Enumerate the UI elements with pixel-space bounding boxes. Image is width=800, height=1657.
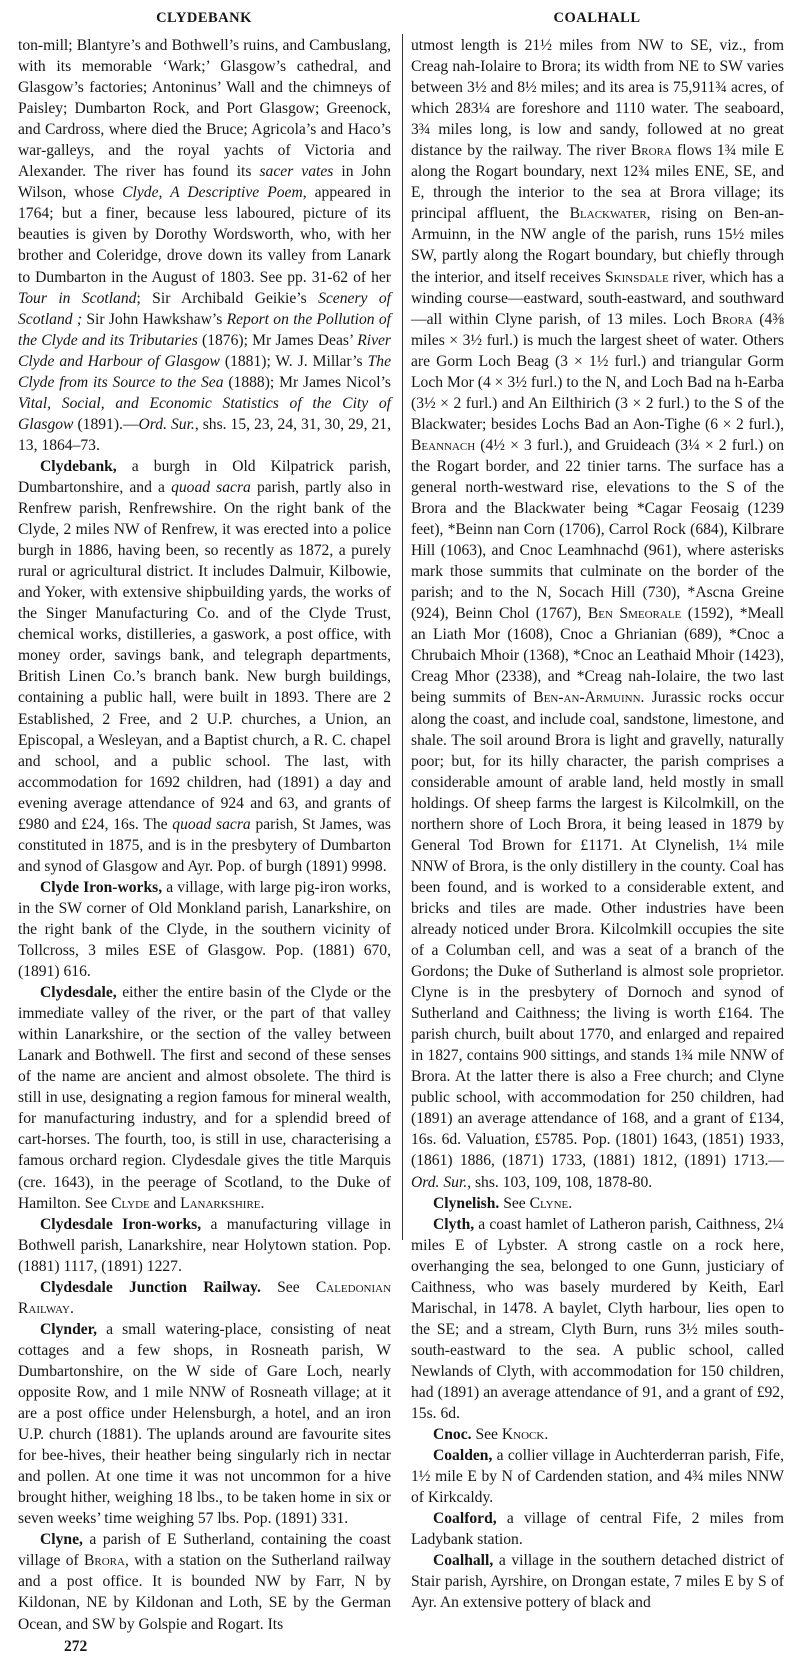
- entry-text: (1592), *Meall an Liath Mor (1608), Cnoc a Ghrianian (689), *Cnoc a Chrubaich Mhoir (1368), *Cnoc an Leathaid Mhoir (1423), Creag Mhor (2338), and *Creag nah-Iolaire, the two last being summits of: [411, 605, 784, 707]
- entry-text: , shs. 15, 23, 24, 31, 30, 29, 21, 13, 1864–73.: [18, 415, 391, 454]
- entry-text: , rising on Ben-an-Armuinn, in the NW angle of the parish, runs 15½ miles SW, partly along the Rogart boundary, but chiefly through the interior, and itself receives: [411, 205, 784, 286]
- entry-headword: Coalford,: [433, 1510, 497, 1528]
- entry-text: utmost length is 21½ miles from NW to SE, viz., from Creag nah-Iolaire to Brora; its width from NE to SW varies between 3½ and 8½ miles; and its area is 75,911¾ acres, of which 283¼ are foreshore and 1110 water. The seaboard, 3¾ miles long, is low and sandy, followed at no great distance by the railway. The river: [411, 37, 784, 160]
- entry-text: (1891).—: [73, 415, 139, 433]
- entry-text: , with a station on the Sutherland railway and a post office. It is bounded NW by Farr, N by Kildonan, NE by Kildonan and Loth, SE by the German Ocean, and SW by Golspie and Rogart. Its: [18, 1552, 391, 1633]
- gazetteer-entry: [18, 1277, 391, 1319]
- cross-reference: Brora: [711, 310, 753, 328]
- entry-headword: Clyth,: [433, 1215, 475, 1233]
- entry-text: ton-mill; Blantyre’s and Bothwell’s ruins, and Cambuslang, with its memorable ‘Wark;’ Glasgow’s cathedral, and Glasgow’s factories; Antoninus’ Wall and the chimneys of Paisley; Dumbarton Rock, and Port Glasgow; Greenock, and Cardross, where died the Bruce; Agricola’s and Haco’s war-galleys, and the royal yachts of Victoria and Alexander. The river has found its: [18, 37, 391, 181]
- left-column-text: [18, 35, 391, 1635]
- cross-reference: Brora: [630, 142, 672, 160]
- gazetteer-entry: [18, 982, 391, 1214]
- gazetteer-entry: [411, 1214, 784, 1424]
- entry-text: a village, with large pig-iron works, in the SW corner of Old Monkland parish, Lanarkshire, on the right bank of the Clyde, in the southern vicinity of Tollcross, 3 miles ESE of Glasgow. Pop. (1881) 670, (1891) 616.: [18, 878, 391, 981]
- entry-text: a village in the southern detached district of Stair parish, Ayrshire, on Drongan estate, 7 miles E by S of Ayr. An extensive pottery of black and: [411, 1552, 784, 1612]
- entry-text: flows 1¾ mile E along the Rogart boundary, next 12¾ miles ENE, SE, and E, through the interior to the sea at Brora village; its principal affluent, the: [411, 142, 785, 223]
- running-header-left: CLYDEBANK: [156, 10, 252, 26]
- entry-headword: Clynelish.: [433, 1194, 500, 1212]
- entry-headword: Clydesdale Iron-works,: [40, 1215, 202, 1233]
- gazetteer-entry: [18, 877, 391, 982]
- entry-text: parish, St James, was constituted in 1875, and is in the presbytery of Dumbarton and synod of Glasgow and Ayr. Pop. of burgh (1891) 9998.: [18, 815, 391, 875]
- italic-text: The Clyde from its Source to the Sea: [18, 352, 391, 391]
- cross-reference: Clyde: [111, 1194, 150, 1212]
- entry-text: (4½ × 3 furl.), and Gruideach (3¼ × 2 furl.) on the Rogart border, and 22 tinier tarns. The surface has a general north-westward rise, elevations to the S of the Brora and the Blackwater being *Cagar Feosaig (1239 feet), *Beinn nan Corn (1706), Carrol Rock (684), Kilbrare Hill (1063), and Cnoc Leamhnachd (961), where asterisks mark those summits that culminate on the border of the parish; and to the N, Socach Hill (730), *Ascna Greine (924), Beinn Chol (1767),: [411, 436, 784, 623]
- gazetteer-entry: [18, 1529, 391, 1634]
- italic-text: Scenery of Scotland ;: [18, 289, 391, 328]
- italic-text: River Clyde and Harbour of Glasgow: [18, 331, 391, 370]
- page-number: 272: [64, 1637, 88, 1655]
- gazetteer-entry: [411, 1508, 784, 1550]
- entry-text: See: [260, 1278, 316, 1296]
- cross-reference: Caledonian Railway: [18, 1278, 392, 1317]
- entry-text: .: [69, 1299, 74, 1317]
- gazetteer-entry: [18, 456, 391, 877]
- cross-reference: Skinsdale: [605, 268, 669, 286]
- entry-text: a burgh in Old Kilpatrick parish, Dumbartonshire, and a: [18, 457, 391, 496]
- cross-reference: Ben Smeorale: [587, 605, 682, 623]
- cross-reference: Blackwater: [569, 205, 647, 223]
- running-header-right: COALHALL: [553, 10, 641, 26]
- entry-text: a manufacturing village in Bothwell parish, Lanarkshire, near Holytown station. Pop. (1881) 1117, (1891) 1227.: [18, 1215, 391, 1275]
- italic-text: sacer vates: [259, 163, 334, 181]
- entry-text: Sir John Hawkshaw’s: [82, 310, 227, 328]
- cross-reference: Beannach: [411, 436, 476, 454]
- entry-text: , shs. 103, 109, 108, 1878-80.: [467, 1173, 653, 1191]
- left-column: [18, 35, 391, 1657]
- gazetteer-entry: [411, 1193, 784, 1214]
- entry-headword: Clydesdale Junction Railway.: [40, 1278, 261, 1296]
- entry-text: parish, partly also in Renfrew parish, Renfrewshire. On the right bank of the Clyde, 2 miles NW of Renfrew, it was erected into a police burgh in 1886, having been, so recently as 1872, a purely rural or agricultural district. It includes Dalmuir, Kilbowie, and Yoker, with extensive shipbuilding yards, the works of the Singer Manufacturing Co. and of the Clyde Trust, chemical works, distilleries, a gaswork, a post office, with money order, savings bank, and telegraph departments, British Linen Co.’s branch bank. New burgh buildings, containing a public hall, were built in 1893. There are 2 Established, 2 Free, and 2 U.P. churches, a Union, an Episcopal, a Wesleyan, and a Baptist church, a R. C. chapel and school, and a public school. The last, with accommodation for 1692 children, had (1891) a day and evening average attendance of 924 and 63, and grants of £980 and £24, 16s. The: [18, 478, 391, 833]
- entry-text: See: [499, 1194, 530, 1212]
- entry-text: . Jurassic rocks occur along the coast, and include coal, sandstone, limestone, and shale. The soil around Brora is light and gravelly, naturally poor; but, for its hilly character, the parish comprises a considerable amount of arable land, held mostly in small holdings. Of sheep farms the largest is Kilcolmkill, on the northern shore of Loch Brora, it being leased in 1879 by General Tod Brown for £1171. At Clynelish, 1¼ mile NNW of Brora, is the only distillery in the county. Coal has been found, and is worked to a considerable extent, and bricks and tiles are made. Other industries have been already noticed under Brora. Kilcolmkill occupies the site of a Columban cell, and was a seat of a branch of the Gordons; the Duke of Sutherland is almost sole proprietor. Clyne is in the presbytery of Dornoch and synod of Sutherland and Caithness; the living is worth £164. The parish church, built about 1770, and enlarged and repaired in 1827, contains 900 sittings, and stands 1¾ mile NNW of Brora. At the latter there is also a Free church; and Clyne public school, with accommodation for 250 children, had (1891) an average attendance of 168, and a grant of £134, 16s. 6d. Valuation, £5785. Pop. (1801) 1643, (1851) 1933, (1861) 1886, (1871) 1733, (1881) 1812, (1891) 1713.—: [411, 689, 784, 1170]
- right-column: [411, 35, 784, 1614]
- italic-text: Ord. Sur.: [411, 1173, 468, 1191]
- italic-text: quoad sacra: [172, 815, 251, 833]
- gazetteer-entry: [411, 1550, 784, 1613]
- entry-text: in John Wilson, whose: [18, 163, 391, 202]
- entry-text: a small watering-place, consisting of neat cottages and a few shops, in Rosneath parish, W Dumbartonshire, on the W side of Gare Loch, nearly opposite Row, and 1 mile NNW of Rosneath village; at it are a post office under Helensburgh, a hotel, and an iron U.P. church (1881). The uplands around are favourite sites for bee-hives, their heather being singularly rich in nectar and pollen. At one time it was not uncommon for a hive brought hither, weighing 18 lbs., to be taken home in six or seven weeks’ time weighing 57 lbs. Pop. (1891) 331.: [18, 1320, 391, 1528]
- italic-text: quoad sacra: [171, 478, 251, 496]
- cross-reference: Lanarkshire: [180, 1194, 261, 1212]
- entry-text: See: [471, 1426, 502, 1444]
- italic-text: Tour in Scotland: [18, 289, 137, 307]
- entry-text: ; Sir Archibald Geikie’s: [136, 289, 319, 307]
- entry-headword: Coalhall,: [433, 1552, 494, 1570]
- cross-reference: Brora: [83, 1552, 125, 1570]
- cross-reference: Ben-an-Armuinn: [533, 689, 641, 707]
- cross-reference: Clyne: [529, 1194, 569, 1212]
- entry-text: .: [260, 1194, 265, 1212]
- entry-text: (4⅜ miles × 3½ furl.) is much the largest sheet of water. Others are Gorm Loch Beag (3 × 1½ furl.) and triangular Gorm Loch Mor (4 × 3½ furl.) to the N, and Loch Bad na h-Earba (3½ × 2 furl.) and An Eilthirich (3 × 2 furl.) to the S of the Blackwater; besides Lochs Bad an Aon-Tighe (6 × 2 furl.),: [411, 310, 784, 433]
- italic-text: Vital, Social, and Economic Statistics of the City of Glasgow: [18, 394, 391, 433]
- gazetteer-entry: [18, 1214, 391, 1277]
- entry-headword: Coalden,: [433, 1447, 493, 1465]
- continued-paragraph: [18, 35, 391, 456]
- entry-text: (1876); Mr James Deas’: [197, 331, 358, 349]
- entry-headword: Clynder,: [40, 1320, 98, 1338]
- entry-text: a coast hamlet of Latheron parish, Caithness, 2¼ miles E of Lybster. A strong castle on a rock here, overhanging the sea, belonged to one Gunn, justiciary of Caithness, who was basely murdered by Keith, Earl Marischal, in 1478. A baylet, Clyth harbour, lies open to the SE; and a stream, Clyth Burn, runs 3½ miles south-south-eastward to the sea. A public school, called Newlands of Clyth, with accommodation for 150 children, had (1891) an average attendance of 91, and a grant of £92, 15s. 6d.: [411, 1215, 784, 1423]
- entry-headword: Clyde Iron-works,: [40, 878, 163, 896]
- italic-text: Report on the Pollution of the Clyde and its Tributaries: [18, 310, 391, 349]
- entry-text: either the entire basin of the Clyde or the immediate valley of the river, or the part of that valley within Lanarkshire, or the section of the valley between Lanark and Bothwell. The first and second of these senses of the name are ancient and almost obsolete. The third is still in use, designating a region famous for mineral wealth, for manufacturing industry, and for a splendid breed of cart-horses. The fourth, too, is still in use, characterising a famous orchard region. Clydesdale gives the title Marquis (cre. 1643), in the peerage of Scotland, to the Duke of Hamilton. See: [18, 984, 391, 1212]
- italic-text: Ord. Sur.: [138, 415, 195, 433]
- entry-headword: Clydebank,: [40, 457, 117, 475]
- gazetteer-entry: [411, 1424, 784, 1445]
- cross-reference: Knock: [501, 1426, 545, 1444]
- right-column-text: [411, 35, 784, 1614]
- entry-text: .: [544, 1426, 549, 1444]
- entry-text: (1881); W. J. Millar’s: [219, 352, 368, 370]
- entry-headword: Clydesdale,: [40, 984, 117, 1002]
- entry-text: a village of central Fife, 2 miles from Ladybank station.: [411, 1510, 784, 1549]
- entry-headword: Cnoc.: [433, 1426, 472, 1444]
- entry-text: (1888); Mr James Nicol’s: [223, 373, 392, 391]
- entry-text: a collier village in Auchterderran parish, Fife, 1½ mile E by N of Cardenden station, and 4¾ miles NNW of Kirkcaldy.: [411, 1447, 784, 1507]
- gazetteer-entry: [411, 1445, 784, 1508]
- italic-text: Clyde, A Descriptive Poem: [122, 184, 303, 202]
- column-divider: [402, 34, 403, 1240]
- entry-text: river, which has a winding course—eastward, south-eastward, and southward—all within Clyne parish, of 13 miles. Loch: [411, 268, 784, 328]
- entry-text: .: [568, 1194, 573, 1212]
- gazetteer-entry: [18, 1319, 391, 1529]
- continued-paragraph: [411, 35, 784, 1193]
- entry-text: a parish of E Sutherland, containing the coast village of: [18, 1531, 391, 1570]
- entry-text: and: [149, 1194, 181, 1212]
- entry-headword: Clyne,: [40, 1531, 83, 1549]
- entry-text: , appeared in 1764; but a finer, because less laboured, picture of its beauties is given by Dorothy Wordsworth, who, with her brother and Coleridge, drove down its valley from Lanark to Dumbarton in the August of 1803. See pp. 31-62 of her: [18, 184, 391, 286]
